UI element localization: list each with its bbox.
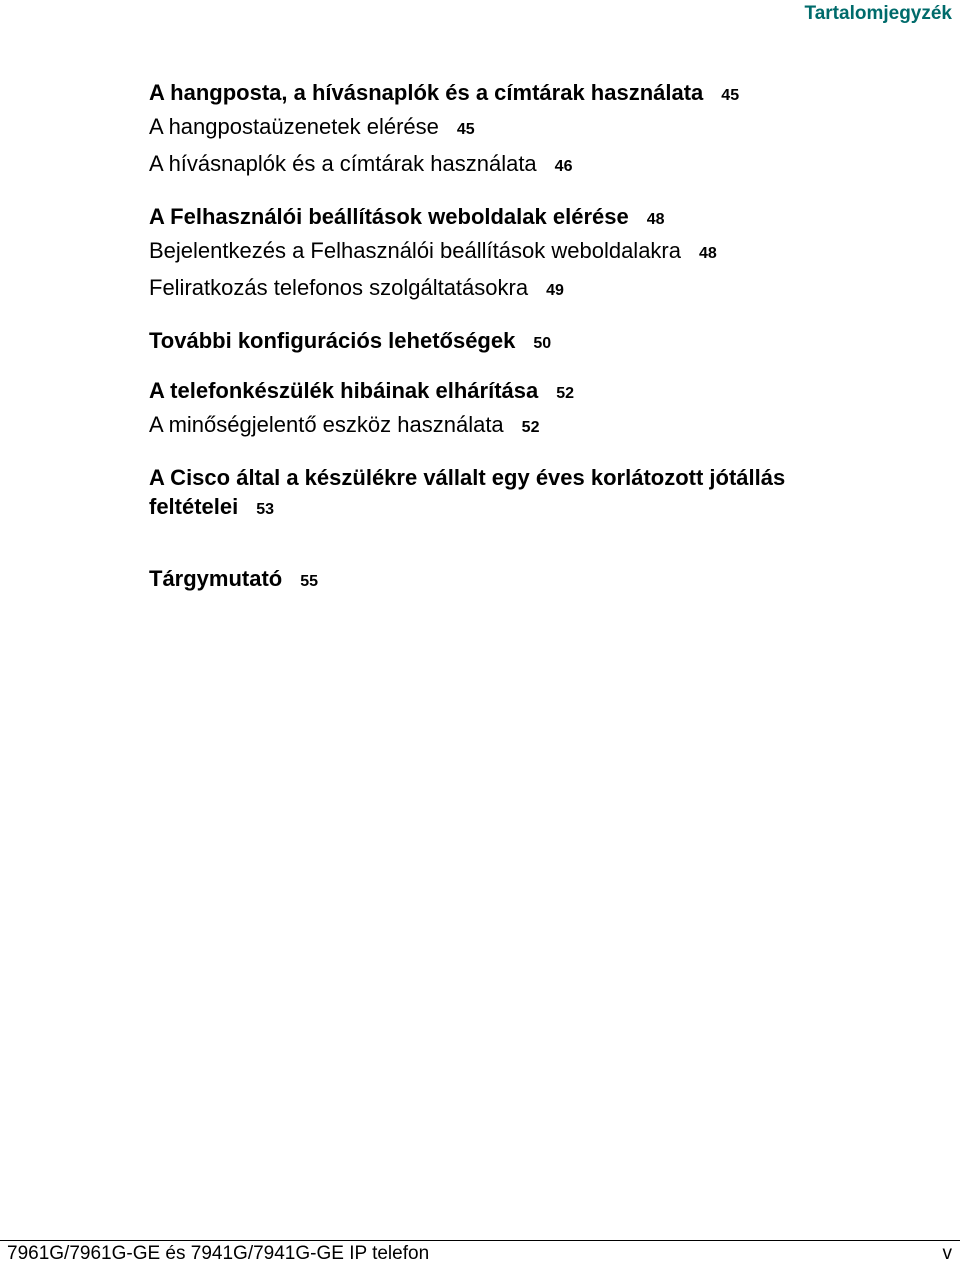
toc-entry-title: A Felhasználói beállítások weboldalak elérése [149,204,629,229]
toc-entry[interactable] [149,326,869,358]
toc-page-number: 45 [721,87,740,104]
toc-page-number: 52 [521,419,540,436]
toc-entry[interactable] [149,463,869,524]
toc-group [149,202,869,308]
toc-page-number: 48 [646,211,665,228]
toc-entry-title: A hangpostaüzenetek elérése [149,114,439,139]
toc-group [149,376,869,445]
toc-group [149,564,869,596]
toc-entry-title: A hangposta, a hívásnaplók és a címtárak használata [149,80,704,105]
toc-entry[interactable] [149,78,869,110]
footer-product-name: 7961G/7961G-GE és 7941G/7941G-GE IP telefon [7,1243,430,1264]
toc-entry[interactable] [149,271,869,308]
toc-entry[interactable] [149,376,869,408]
table-of-contents [149,78,869,614]
toc-entry-title: Tárgymutató [149,566,283,591]
toc-entry-title: A Cisco által a készülékre vállalt egy éves korlátozott jótállás feltételei [149,465,786,519]
toc-entry-title: Bejelentkezés a Felhasználói beállítások weboldalakra [149,238,681,263]
toc-entry[interactable] [149,202,869,234]
toc-page-number: 55 [300,573,319,590]
toc-entry[interactable] [149,110,869,147]
toc-page-number: 53 [256,501,275,518]
toc-group [149,463,869,524]
toc-entry[interactable] [149,234,869,271]
running-head: Tartalomjegyzék [804,3,952,24]
toc-page-number: 49 [546,282,564,299]
toc-entry-title: További konfigurációs lehetőségek [149,328,516,353]
toc-entry[interactable] [149,147,869,184]
toc-page-number: 45 [456,121,475,138]
toc-entry-title: A telefonkészülék hibáinak elhárítása [149,378,539,403]
toc-group [149,78,869,184]
toc-entry-title: A hívásnaplók és a címtárak használata [149,151,537,176]
footer-page-number: v [942,1243,952,1264]
toc-page-number: 50 [533,335,552,352]
toc-page-number: 48 [699,245,717,262]
toc-entry[interactable] [149,564,869,596]
page-footer [0,1240,960,1271]
toc-entry[interactable] [149,408,869,445]
toc-entry-title: Feliratkozás telefonos szolgáltatásokra [149,275,529,300]
toc-group [149,326,869,358]
toc-page-number: 46 [554,158,573,175]
toc-page-number: 52 [556,385,575,402]
toc-entry-title: A minőségjelentő eszköz használata [149,412,504,437]
